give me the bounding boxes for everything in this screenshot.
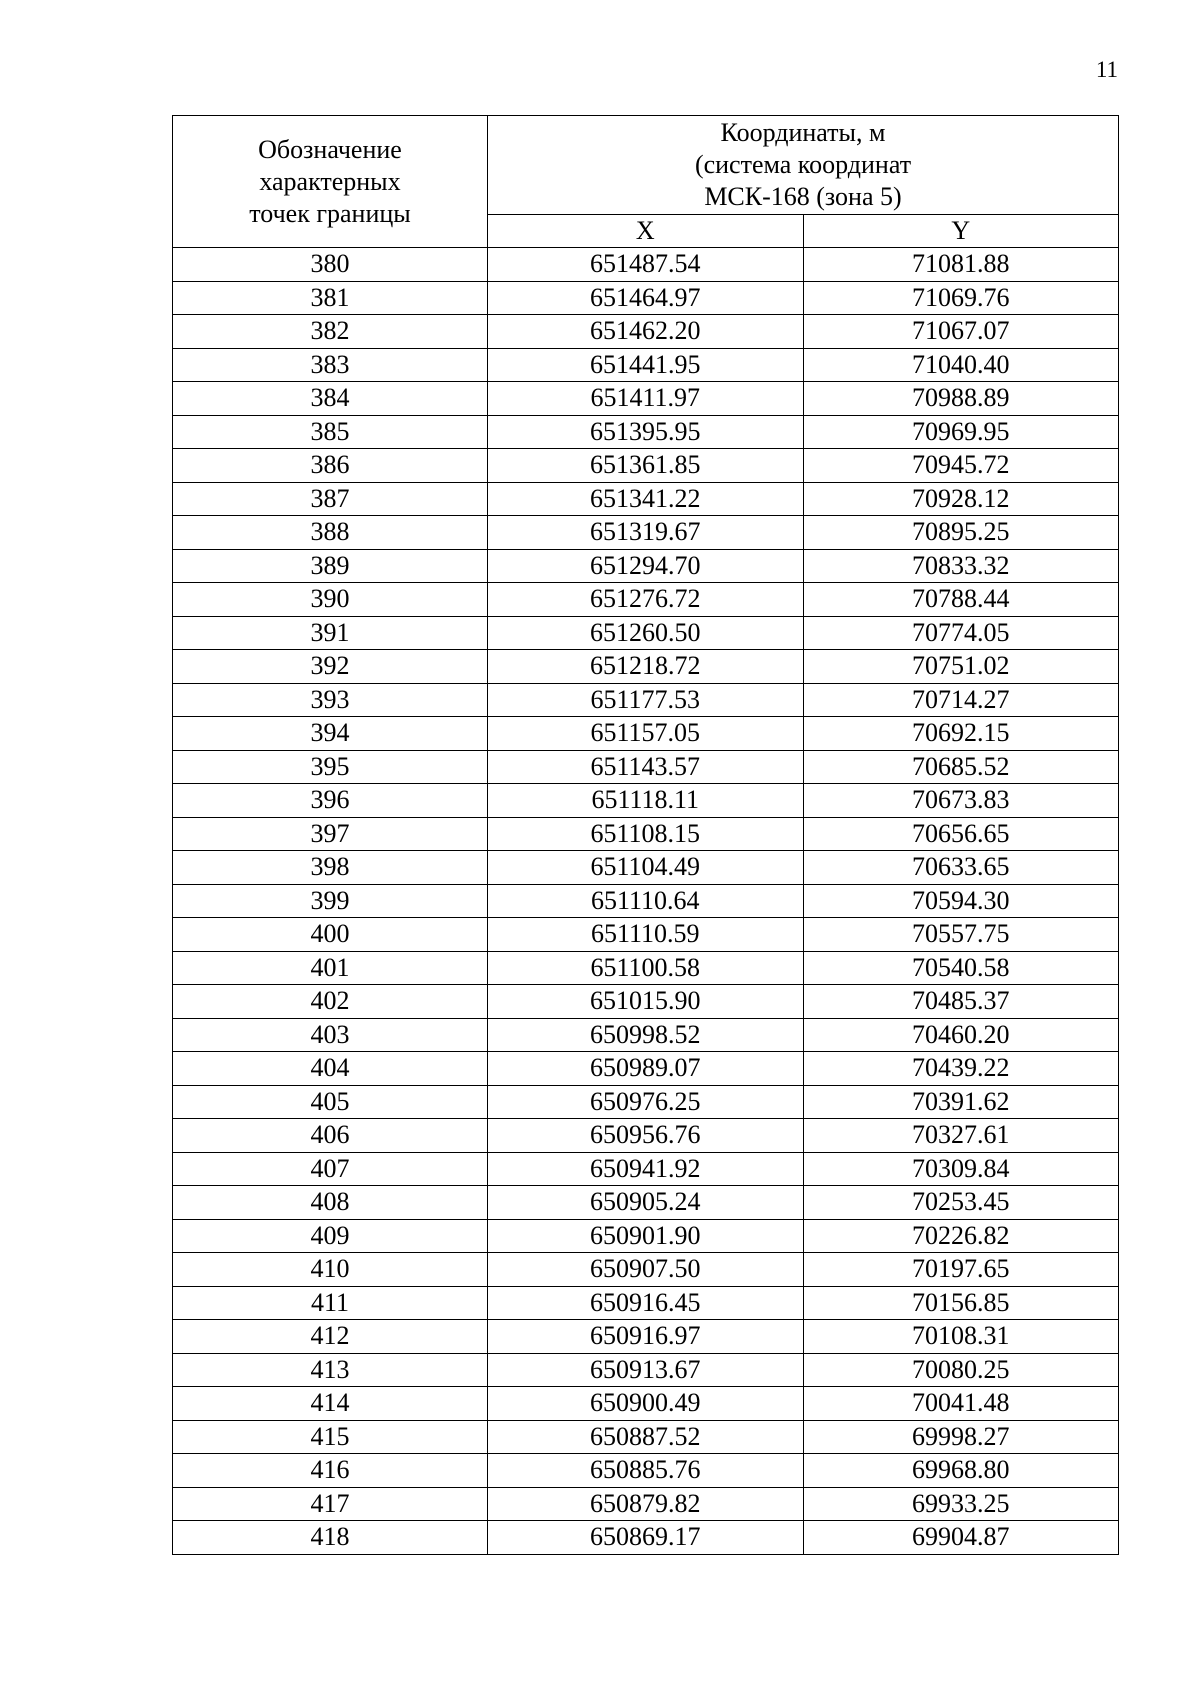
point-name-header-line: точек границы [249,198,411,228]
point-name-cell: 389 [173,549,488,583]
y-coordinate-cell: 70391.62 [803,1085,1119,1119]
point-name-cell: 415 [173,1420,488,1454]
y-coordinate-cell: 69933.25 [803,1487,1119,1521]
x-coordinate-cell: 650901.90 [488,1219,804,1253]
x-coordinate-cell: 651015.90 [488,985,804,1019]
table-row [173,482,1119,516]
table-row [173,985,1119,1019]
table-row [173,884,1119,918]
point-name-cell: 408 [173,1186,488,1220]
point-name-cell: 386 [173,449,488,483]
table-row [173,1152,1119,1186]
y-coordinate-cell: 70692.15 [803,717,1119,751]
y-coordinate-cell: 70895.25 [803,516,1119,550]
coordinates-header-line: МСК-168 (зона 5) [704,182,902,211]
point-name-cell: 396 [173,784,488,818]
x-coordinate-cell: 650887.52 [488,1420,804,1454]
y-coordinate-cell: 70833.32 [803,549,1119,583]
y-coordinate-cell: 70685.52 [803,750,1119,784]
x-coordinate-cell: 651108.15 [488,817,804,851]
table-row [173,1119,1119,1153]
x-coordinate-cell: 650905.24 [488,1186,804,1220]
point-name-cell: 406 [173,1119,488,1153]
x-coordinate-cell: 651110.64 [488,884,804,918]
x-coordinate-cell: 651143.57 [488,750,804,784]
point-name-cell: 404 [173,1052,488,1086]
y-coordinate-cell: 70633.65 [803,851,1119,885]
table-row [173,1521,1119,1555]
table-row [173,918,1119,952]
point-name-cell: 395 [173,750,488,784]
x-coordinate-cell: 651177.53 [488,683,804,717]
table-row [173,1286,1119,1320]
point-name-cell: 401 [173,951,488,985]
table-row [173,650,1119,684]
point-name-cell: 410 [173,1253,488,1287]
y-coordinate-cell: 70041.48 [803,1387,1119,1421]
x-coordinate-cell: 650956.76 [488,1119,804,1153]
point-name-cell: 397 [173,817,488,851]
point-name-cell: 405 [173,1085,488,1119]
x-coordinate-cell: 651260.50 [488,616,804,650]
y-coordinate-cell: 71040.40 [803,348,1119,382]
point-name-cell: 402 [173,985,488,1019]
point-name-cell: 388 [173,516,488,550]
x-coordinate-cell: 651411.97 [488,382,804,416]
table-header [173,116,1119,248]
table-row [173,1420,1119,1454]
y-coordinate-cell: 70253.45 [803,1186,1119,1220]
x-coordinate-cell: 651395.95 [488,415,804,449]
y-coordinate-cell: 70460.20 [803,1018,1119,1052]
coordinates-table [172,115,1119,1555]
y-coordinate-cell: 70485.37 [803,985,1119,1019]
y-coordinate-cell: 70327.61 [803,1119,1119,1153]
y-coordinate-cell: 70594.30 [803,884,1119,918]
table-body [173,248,1119,1555]
x-coordinate-cell: 650885.76 [488,1454,804,1488]
table-row [173,1253,1119,1287]
coordinates-header-line: Координаты, м [720,118,886,147]
table-row [173,817,1119,851]
point-name-cell: 392 [173,650,488,684]
table-row [173,717,1119,751]
y-coordinate-cell: 70656.65 [803,817,1119,851]
point-name-cell: 394 [173,717,488,751]
table-row [173,1454,1119,1488]
x-coordinate-cell: 651100.58 [488,951,804,985]
x-coordinate-cell: 650989.07 [488,1052,804,1086]
table-row [173,951,1119,985]
x-coordinate-cell: 650998.52 [488,1018,804,1052]
table-row [173,1219,1119,1253]
point-name-cell: 409 [173,1219,488,1253]
x-coordinate-cell: 650900.49 [488,1387,804,1421]
table-row [173,1018,1119,1052]
point-name-cell: 398 [173,851,488,885]
y-coordinate-cell: 70988.89 [803,382,1119,416]
page-number: 11 [1095,57,1118,82]
y-coordinate-cell: 70540.58 [803,951,1119,985]
point-name-cell: 414 [173,1387,488,1421]
y-coordinate-cell: 70080.25 [803,1353,1119,1387]
point-name-cell: 381 [173,281,488,315]
table-row [173,1487,1119,1521]
point-name-cell: 390 [173,583,488,617]
x-coordinate-cell: 650907.50 [488,1253,804,1287]
table-row [173,415,1119,449]
table-row [173,750,1119,784]
y-coordinate-cell: 69968.80 [803,1454,1119,1488]
table-row [173,583,1119,617]
y-coordinate-cell: 69998.27 [803,1420,1119,1454]
y-coordinate-cell: 70156.85 [803,1286,1119,1320]
x-coordinate-cell: 651462.20 [488,315,804,349]
x-coordinate-cell: 650879.82 [488,1487,804,1521]
y-coordinate-cell: 70226.82 [803,1219,1119,1253]
table-row [173,281,1119,315]
x-header: X [488,215,804,248]
point-name-cell: 382 [173,315,488,349]
table-row [173,1353,1119,1387]
table-row [173,248,1119,282]
header-row-top [173,116,1119,215]
point-name-cell: 384 [173,382,488,416]
y-coordinate-cell: 70751.02 [803,650,1119,684]
x-coordinate-cell: 650941.92 [488,1152,804,1186]
y-coordinate-cell: 70108.31 [803,1320,1119,1354]
table-row [173,851,1119,885]
point-name-cell: 399 [173,884,488,918]
point-name-cell: 393 [173,683,488,717]
x-coordinate-cell: 651157.05 [488,717,804,751]
table-row [173,1085,1119,1119]
y-coordinate-cell: 71069.76 [803,281,1119,315]
y-coordinate-cell: 70309.84 [803,1152,1119,1186]
table-row [173,315,1119,349]
table-row [173,1052,1119,1086]
table-row [173,1387,1119,1421]
x-coordinate-cell: 650869.17 [488,1521,804,1555]
x-coordinate-cell: 651104.49 [488,851,804,885]
point-name-cell: 418 [173,1521,488,1555]
table-row [173,348,1119,382]
point-name-cell: 411 [173,1286,488,1320]
x-coordinate-cell: 651319.67 [488,516,804,550]
point-name-cell: 416 [173,1454,488,1488]
y-coordinate-cell: 70969.95 [803,415,1119,449]
y-coordinate-cell: 70439.22 [803,1052,1119,1086]
y-coordinate-cell: 70714.27 [803,683,1119,717]
x-coordinate-cell: 650916.45 [488,1286,804,1320]
table-row [173,449,1119,483]
table-row [173,616,1119,650]
x-coordinate-cell: 651110.59 [488,918,804,952]
table-row [173,549,1119,583]
point-name-cell: 413 [173,1353,488,1387]
y-coordinate-cell: 71067.07 [803,315,1119,349]
point-name-cell: 385 [173,415,488,449]
table-row [173,516,1119,550]
x-coordinate-cell: 650913.67 [488,1353,804,1387]
point-name-cell: 412 [173,1320,488,1354]
x-coordinate-cell: 651487.54 [488,248,804,282]
x-coordinate-cell: 650916.97 [488,1320,804,1354]
point-name-cell: 417 [173,1487,488,1521]
y-header: Y [803,215,1119,248]
coordinates-header-line: (система координат [694,150,912,179]
x-coordinate-cell: 651276.72 [488,583,804,617]
point-name-header-line: Обозначение [258,134,402,164]
x-coordinate-cell: 651294.70 [488,549,804,583]
point-name-header-line: характерных [259,166,401,196]
table-row [173,1320,1119,1354]
point-name-cell: 403 [173,1018,488,1052]
table-row [173,784,1119,818]
table-row [173,683,1119,717]
y-coordinate-cell: 70928.12 [803,482,1119,516]
y-coordinate-cell: 69904.87 [803,1521,1119,1555]
point-name-cell: 380 [173,248,488,282]
x-coordinate-cell: 651218.72 [488,650,804,684]
y-coordinate-cell: 70945.72 [803,449,1119,483]
x-coordinate-cell: 651118.11 [488,784,804,818]
y-coordinate-cell: 71081.88 [803,248,1119,282]
x-coordinate-cell: 651341.22 [488,482,804,516]
table-row [173,1186,1119,1220]
table-row [173,382,1119,416]
x-coordinate-cell: 651441.95 [488,348,804,382]
x-coordinate-cell: 650976.25 [488,1085,804,1119]
y-coordinate-cell: 70774.05 [803,616,1119,650]
y-coordinate-cell: 70557.75 [803,918,1119,952]
point-name-cell: 391 [173,616,488,650]
x-coordinate-cell: 651361.85 [488,449,804,483]
point-name-header [173,116,488,248]
y-coordinate-cell: 70673.83 [803,784,1119,818]
x-coordinate-cell: 651464.97 [488,281,804,315]
point-name-cell: 387 [173,482,488,516]
y-coordinate-cell: 70197.65 [803,1253,1119,1287]
y-coordinate-cell: 70788.44 [803,583,1119,617]
point-name-cell: 400 [173,918,488,952]
point-name-cell: 383 [173,348,488,382]
coordinates-group-header [488,116,1119,215]
point-name-cell: 407 [173,1152,488,1186]
